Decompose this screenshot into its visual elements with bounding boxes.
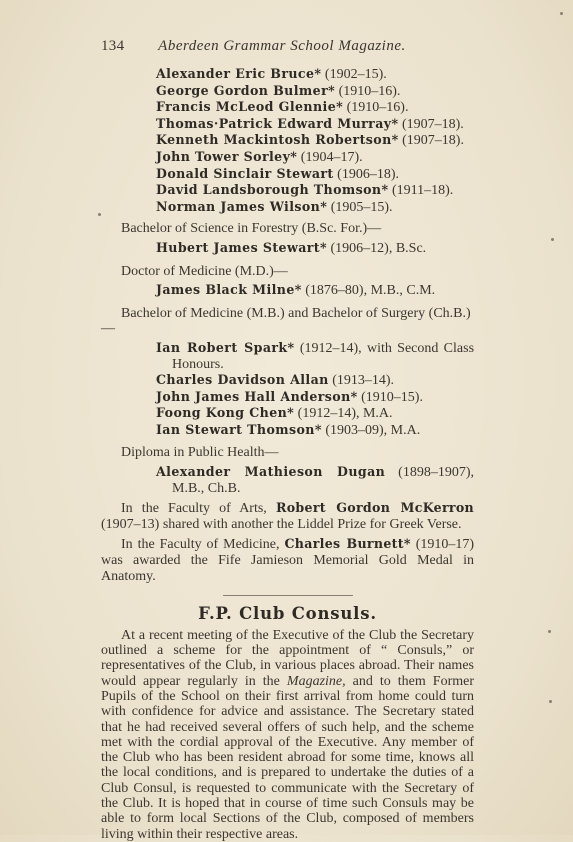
list-item: Donald Sinclair Stewart (1906–18).: [156, 165, 399, 182]
graduate-list-4: [101, 340, 474, 439]
section-body: At a recent meeting of the Executive of the Club the Secretary outlined a scheme for the appointment of “ Consuls,” or representatives of the Club, in various places abroad. Their names would appear regularly in the Magazine, and to them Former Pupils of the School on their first arrival from home could turn with confidence for advice and assistance. The Secretary stated that he had received several offers of such help, and the scheme met with the cordial approval of the Executive. Any member of the Club who has been resident abroad for some time, knows all the local conditions, and is prepared to undertake the duties of a Club Consul, is requested to communicate with the Secretary of the Club. It is hoped that in course of time such Consuls may be able to form local Sections of the Club, composed of members living within their respective areas.: [101, 627, 474, 842]
list-item: Norman James Wilson* (1905–15).: [156, 198, 393, 215]
list-item: Francis McLeod Glennie* (1910–16).: [156, 99, 409, 116]
section-divider: [223, 595, 353, 596]
page-number: 134: [101, 38, 125, 54]
list-item: Charles Davidson Allan (1913–14).: [156, 372, 395, 389]
degree-heading-dph: Diploma in Public Health—: [121, 445, 279, 461]
paper-speck: [549, 700, 552, 703]
list-item: Ian Robert Spark* (1912–14), with Second Class Honours.: [156, 339, 475, 372]
paper-speck: [560, 12, 563, 15]
list-item: John Tower Sorley* (1904–17).: [156, 148, 363, 165]
list-item: Hubert James Stewart* (1906–12), B.Sc.: [156, 239, 427, 256]
graduate-list-1: [101, 66, 474, 215]
arts-prize-paragraph: In the Faculty of Arts, Robert Gordon McKerron (1907–13) shared with another the Liddel Prize for Greek Verse.: [101, 500, 474, 532]
list-item: Alexander Mathieson Dugan (1898–1907), M.B., Ch.B.: [156, 464, 474, 496]
list-item: Thomas·Patrick Edward Murray* (1907–18).: [156, 115, 464, 132]
paper-speck: [548, 630, 551, 633]
list-item: Kenneth Mackintosh Robertson* (1907–18).: [156, 132, 464, 149]
list-item: George Gordon Bulmer* (1910–16).: [156, 82, 401, 99]
paper-speck: [98, 213, 101, 216]
list-item: David Landsborough Thomson* (1911–18).: [156, 182, 454, 199]
list-item: Alexander Eric Bruce* (1902–15).: [156, 66, 387, 82]
list-item: Ian Stewart Thomson* (1903–09), M.A.: [156, 421, 421, 438]
degree-heading-mb: Bachelor of Medicine (M.B.) and Bachelor of Surgery (Ch.B.)—: [101, 305, 471, 337]
medicine-prize-paragraph: In the Faculty of Medicine, Charles Burnett* (1910–17) was awarded the Fife Jamieson Memorial Gold Medal in Anatomy.: [101, 536, 475, 584]
degree-heading-md: Doctor of Medicine (M.D.)—: [121, 263, 288, 279]
page-content: [101, 66, 474, 842]
italic-word: Magazine,: [286, 673, 346, 689]
page-header: [101, 37, 481, 55]
list-item: James Black Milne* (1876–80), M.B., C.M.: [156, 282, 436, 299]
list-item: John James Hall Anderson* (1910–15).: [156, 388, 423, 405]
section-title: F.P. Club Consuls.: [198, 604, 377, 624]
degree-heading-forestry: Bachelor of Science in Forestry (B.Sc. For.)—: [121, 221, 382, 237]
list-item: Foong Kong Chen* (1912–14), M.A.: [156, 405, 393, 422]
running-title: Aberdeen Grammar School Magazine.: [158, 38, 406, 54]
paper-speck: [551, 238, 554, 241]
